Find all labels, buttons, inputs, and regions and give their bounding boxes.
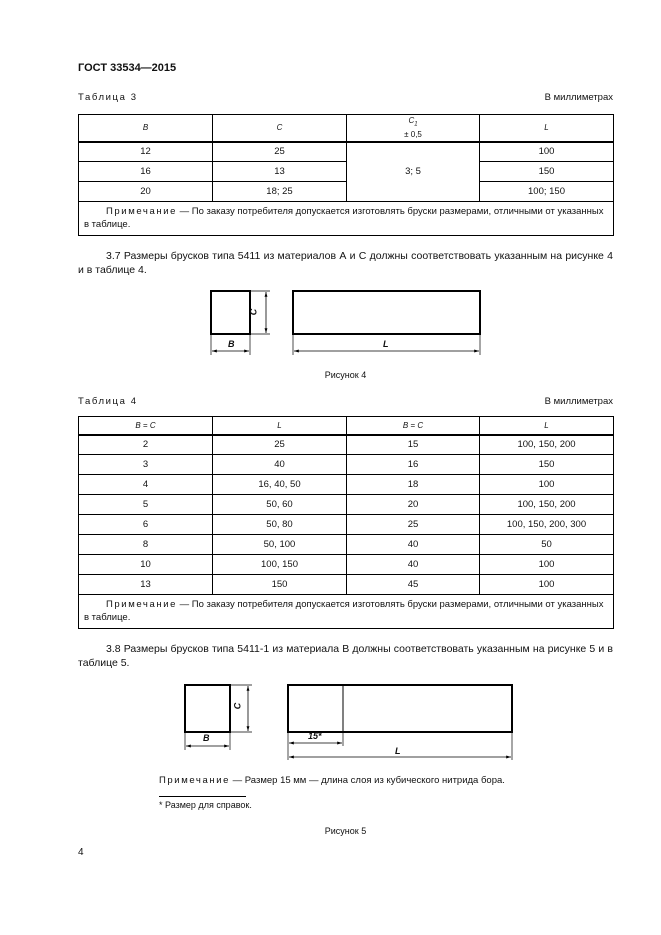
figure5-side-view bbox=[288, 685, 512, 732]
table4-header-b-eq-c-2: B = C bbox=[347, 417, 480, 435]
table3-header-c1 bbox=[347, 115, 480, 142]
table-cell: 40 bbox=[347, 535, 480, 555]
table3-header-b: B bbox=[79, 115, 213, 142]
table-cell: 4 bbox=[79, 475, 213, 495]
table-cell: 16 bbox=[79, 162, 213, 182]
figure5-caption: Рисунок 5 bbox=[324, 826, 367, 836]
table-cell: 100, 150, 200 bbox=[480, 495, 614, 515]
table-cell: 100 bbox=[480, 575, 614, 595]
footnote: * Размер для справок. bbox=[159, 800, 252, 810]
table-row bbox=[79, 162, 614, 182]
table-cell: 100, 150, 200, 300 bbox=[480, 515, 614, 535]
figure5-label-15: 15* bbox=[308, 731, 322, 741]
table-cell: 50, 60 bbox=[213, 495, 347, 515]
table-cell: 8 bbox=[79, 535, 213, 555]
table-cell: 100; 150 bbox=[480, 182, 614, 202]
table3 bbox=[78, 114, 614, 236]
table3-header-c1-symbol: C bbox=[408, 116, 415, 126]
table4-units: В миллиметрах bbox=[544, 396, 613, 407]
table-cell: 150 bbox=[480, 455, 614, 475]
table-cell: 50, 100 bbox=[213, 535, 347, 555]
table3-caption: Таблица 3 bbox=[78, 92, 138, 103]
table-cell: 50 bbox=[480, 535, 614, 555]
figure5-label-c: C bbox=[232, 702, 243, 710]
table4-header-l-2: L bbox=[480, 417, 614, 435]
table-row bbox=[79, 495, 614, 515]
figure5-label-b: B bbox=[203, 733, 210, 743]
table-cell: 6 bbox=[79, 515, 213, 535]
table3-header-l: L bbox=[480, 115, 614, 142]
figure4-label-l: L bbox=[383, 339, 389, 349]
table-row bbox=[79, 555, 614, 575]
figure4-label-b: B bbox=[228, 339, 235, 349]
table-cell: 10 bbox=[79, 555, 213, 575]
table-row bbox=[79, 142, 614, 162]
table-cell: 20 bbox=[79, 182, 213, 202]
table-cell: 2 bbox=[79, 435, 213, 455]
table4-note-label: Примечание bbox=[106, 599, 177, 610]
footnote-separator bbox=[159, 796, 246, 797]
table-cell: 18 bbox=[347, 475, 480, 495]
table-row bbox=[79, 535, 614, 555]
table-cell: 25 bbox=[213, 142, 347, 162]
table-cell: 25 bbox=[213, 435, 347, 455]
table-cell: 100 bbox=[480, 475, 614, 495]
table-row bbox=[79, 475, 614, 495]
table-cell: 40 bbox=[213, 455, 347, 475]
table-row bbox=[79, 455, 614, 475]
table3-note bbox=[79, 202, 614, 236]
figure5-note-label: Примечание bbox=[159, 775, 230, 786]
table-cell: 45 bbox=[347, 575, 480, 595]
figure5-label-l: L bbox=[395, 746, 401, 756]
table3-note-text: — По заказу потребителя допускается изготовлять бруски размерами, отличными от указанных в таблице. bbox=[84, 206, 604, 230]
table-cell: 18; 25 bbox=[213, 182, 347, 202]
table-row bbox=[79, 182, 614, 202]
table-cell: 150 bbox=[480, 162, 614, 182]
table4-caption: Таблица 4 bbox=[78, 396, 138, 407]
figure4-cross-section bbox=[211, 291, 250, 334]
table3-header-c1-tolerance: ± 0,5 bbox=[404, 130, 422, 140]
document-header: ГОСТ 33534—2015 bbox=[78, 62, 177, 74]
table-cell: 150 bbox=[213, 575, 347, 595]
table-cell: 100 bbox=[480, 142, 614, 162]
figure5-drawing bbox=[176, 680, 516, 764]
table-cell: 15 bbox=[347, 435, 480, 455]
figure4-drawing bbox=[200, 285, 490, 360]
table-cell: 16 bbox=[347, 455, 480, 475]
figure4-label-c: C bbox=[248, 308, 259, 316]
table-cell: 13 bbox=[79, 575, 213, 595]
figure5-note bbox=[159, 775, 505, 786]
table4-header-l: L bbox=[213, 417, 347, 435]
table-row bbox=[79, 435, 614, 455]
page-number: 4 bbox=[78, 847, 84, 858]
table4-note-text: — По заказу потребителя допускается изготовлять бруски размерами, отличными от указанных в таблице. bbox=[84, 599, 604, 623]
table-cell: 3 bbox=[79, 455, 213, 475]
table-cell: 100, 150, 200 bbox=[480, 435, 614, 455]
figure4-side-view bbox=[293, 291, 480, 334]
table-cell: 40 bbox=[347, 555, 480, 575]
table-cell: 5 bbox=[79, 495, 213, 515]
table-cell: 25 bbox=[347, 515, 480, 535]
table-cell: 16, 40, 50 bbox=[213, 475, 347, 495]
table3-header-c1-subscript: 1 bbox=[414, 122, 418, 129]
table3-c1-merged-cell: 3; 5 bbox=[347, 142, 480, 202]
table-cell: 13 bbox=[213, 162, 347, 182]
table-cell: 100 bbox=[480, 555, 614, 575]
table4-note bbox=[79, 595, 614, 629]
paragraph-3-8: 3.8 Размеры брусков типа 5411-1 из материала В должны соответствовать указанным на рисунке 5 и в таблице 5. bbox=[78, 643, 613, 669]
figure5-cross-section bbox=[185, 685, 230, 732]
table4 bbox=[78, 416, 614, 629]
table-cell: 50, 80 bbox=[213, 515, 347, 535]
table-cell: 12 bbox=[79, 142, 213, 162]
table3-header-c: C bbox=[213, 115, 347, 142]
table4-header-b-eq-c: B = C bbox=[79, 417, 213, 435]
table3-units: В миллиметрах bbox=[544, 92, 613, 103]
figure5-note-text: — Размер 15 мм — длина слоя из кубического нитрида бора. bbox=[230, 775, 505, 786]
figure4-caption: Рисунок 4 bbox=[324, 370, 367, 380]
table-cell: 20 bbox=[347, 495, 480, 515]
table-row bbox=[79, 575, 614, 595]
table3-note-label: Примечание bbox=[106, 206, 177, 217]
paragraph-3-7: 3.7 Размеры брусков типа 5411 из материалов А и С должны соответствовать указанным на рисунке 4 и в таблице 4. bbox=[78, 250, 613, 276]
table-row bbox=[79, 515, 614, 535]
table-cell: 100, 150 bbox=[213, 555, 347, 575]
